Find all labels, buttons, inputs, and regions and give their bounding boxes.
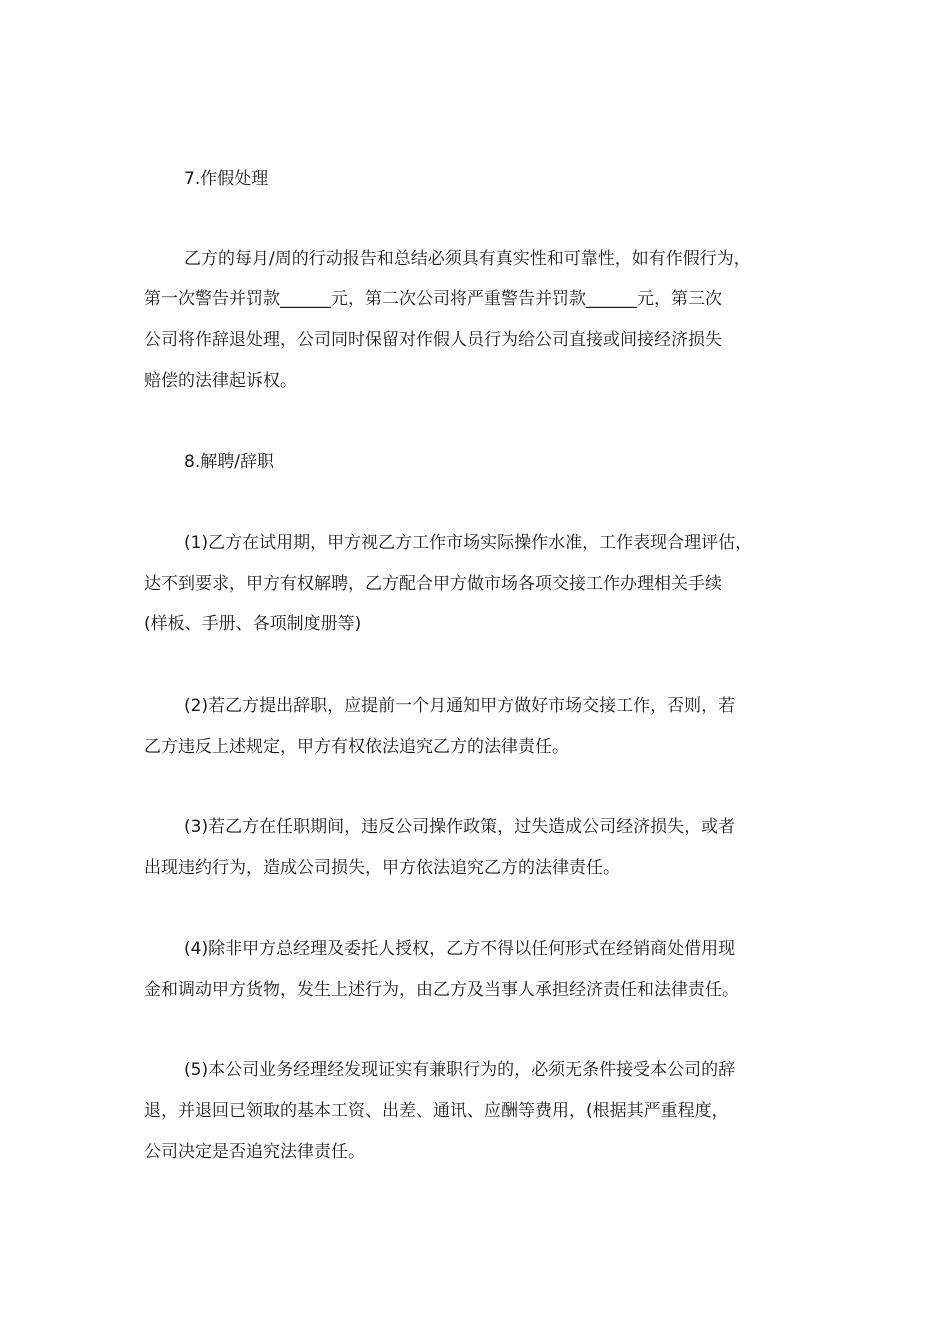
- paragraph-line: (1)乙方在试用期，甲方视乙方工作市场实际操作水准，工作表现合理评估，: [184, 533, 753, 553]
- paragraph-line: (4)除非甲方总经理及委托人授权，乙方不得以任何形式在经销商处借用现: [184, 939, 736, 959]
- paragraph-line: 金和调动甲方货物，发生上述行为，由乙方及当事人承担经济责任和法律责任。: [144, 980, 739, 1000]
- section-8-heading: 8.解聘/辞职: [184, 452, 274, 472]
- paragraph-line: (2)若乙方提出辞职，应提前一个月通知甲方做好市场交接工作，否则，若: [184, 696, 736, 716]
- paragraph-line: 达不到要求，甲方有权解聘，乙方配合甲方做市场各项交接工作办理相关手续: [144, 574, 722, 594]
- paragraph-line: 退，并退回已领取的基本工资、出差、通讯、应酬等费用，(根据其严重程度，: [144, 1101, 729, 1121]
- paragraph-line: 乙方的每月/周的行动报告和总结必须具有真实性和可靠性，如有作假行为，: [184, 249, 751, 269]
- section-7-heading: 7.作假处理: [184, 169, 269, 189]
- paragraph-line: (3)若乙方在任职期间，违反公司操作政策，过失造成公司经济损失，或者: [184, 817, 736, 837]
- paragraph-line: 乙方违反上述规定，甲方有权依法追究乙方的法律责任。: [144, 737, 569, 757]
- paragraph-line: (样板、手册、各项制度册等): [144, 614, 362, 634]
- paragraph-line: 公司决定是否追究法律责任。: [144, 1142, 365, 1162]
- paragraph-line: 公司将作辞退处理，公司同时保留对作假人员行为给公司直接或间接经济损失: [144, 330, 722, 350]
- paragraph-line: 第一次警告并罚款______元，第二次公司将严重警告并罚款______元，第三次: [144, 289, 722, 309]
- paragraph-line: 出现违约行为，造成公司损失，甲方依法追究乙方的法律责任。: [144, 858, 620, 878]
- paragraph-line: (5)本公司业务经理经发现证实有兼职行为的，必须无条件接受本公司的辞: [184, 1060, 736, 1080]
- paragraph-line: 赔偿的法律起诉权。: [144, 371, 297, 391]
